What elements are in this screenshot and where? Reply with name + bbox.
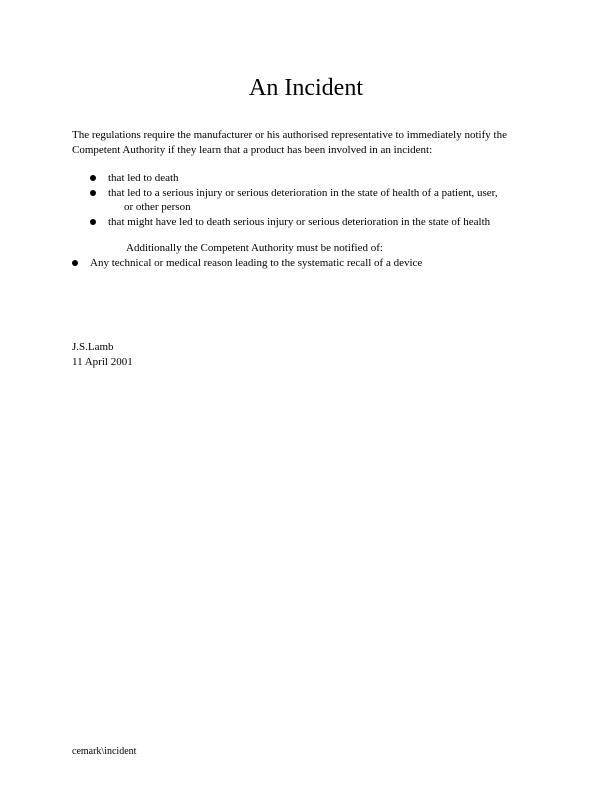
additional-notice: Additionally the Competent Authority must be notified of: [126,242,383,254]
bullet-icon [90,219,96,225]
bullet-icon [90,190,96,196]
list-item [90,186,540,215]
bullet-text-continuation: or other person [124,201,191,213]
list-item [90,215,540,230]
page-title: An Incident [249,75,363,101]
bullet-text: that led to death [108,172,179,184]
bullet-icon [72,260,78,266]
bullet-text: that led to a serious injury or serious deterioration in the state of health of a patient, user, [108,186,498,199]
bullet-text: Any technical or medical reason leading to the systematic recall of a device [90,257,423,269]
bullet-icon [90,175,96,181]
bullet-text: that might have led to death serious injury or serious deterioration in the state of health [108,215,491,228]
signature-block [72,340,133,370]
list-item [90,171,540,186]
recall-bullet-list [72,256,552,271]
author-name: J.S.Lamb [72,341,114,353]
list-item [72,256,552,271]
document-date: 11 April 2001 [72,356,133,368]
intro-paragraph: The regulations require the manufacturer or his authorised representative to immediately notify the Competent Authority if they learn that a product has been involved in an incident: [72,129,507,156]
footer-filename: cemark\incident [72,746,137,757]
incident-bullet-list [90,171,540,229]
